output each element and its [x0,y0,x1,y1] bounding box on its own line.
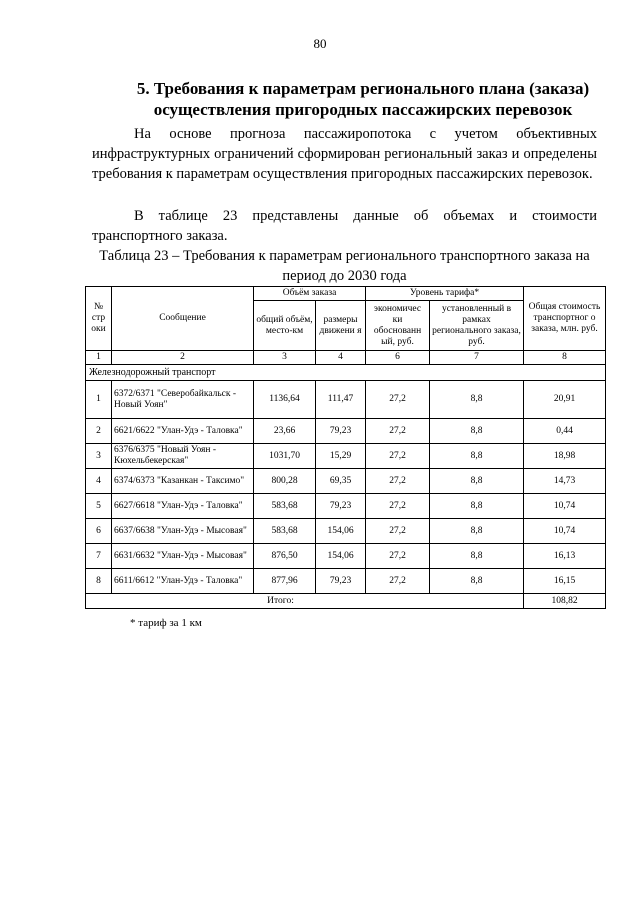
row-number: 1 [86,381,112,419]
row-route: 6621/6622 "Улан-Удэ - Таловка" [112,419,254,444]
section-heading: 5. Требования к параметрам регионального плана (заказа) осуществления пригородных пассажирских перевозок [136,79,590,119]
row-number: 5 [86,494,112,519]
total-value: 108,82 [524,594,606,609]
row-tariff-econ: 27,2 [366,494,430,519]
total-row [86,594,606,609]
header-volume-total: общий объём, место-км [254,301,316,351]
row-tariff-set: 8,8 [430,494,524,519]
row-volume: 1136,64 [254,381,316,419]
table-row [86,419,606,444]
row-route: 6376/6375 "Новый Уоян - Кюхельбекерская" [112,444,254,469]
row-volume: 877,96 [254,569,316,594]
header-tariff-econ: экономичес ки обоснованн ый, руб. [366,301,430,351]
row-volume: 23,66 [254,419,316,444]
row-cost: 16,15 [524,569,606,594]
column-number: 6 [366,351,430,365]
row-number: 3 [86,444,112,469]
row-tariff-set: 8,8 [430,444,524,469]
column-number: 3 [254,351,316,365]
header-tariff-set: установленный в рамках регионального заказа, руб. [430,301,524,351]
row-cost: 10,74 [524,519,606,544]
row-tariff-econ: 27,2 [366,569,430,594]
row-traffic: 79,23 [316,494,366,519]
table-row [86,381,606,419]
row-tariff-set: 8,8 [430,519,524,544]
section-railway: Железнодорожный транспорт [86,365,606,381]
column-number: 7 [430,351,524,365]
header-tariff-group: Уровень тарифа* [366,287,524,301]
table-caption: Таблица 23 – Требования к параметрам регионального транспортного заказа на период до 2030 года [99,248,590,284]
row-traffic: 154,06 [316,519,366,544]
row-cost: 20,91 [524,381,606,419]
row-tariff-econ: 27,2 [366,419,430,444]
row-cost: 10,74 [524,494,606,519]
row-tariff-set: 8,8 [430,569,524,594]
row-number: 8 [86,569,112,594]
table-footnote: * тариф за 1 км [130,617,202,629]
header-route: Сообщение [112,287,254,351]
row-traffic: 79,23 [316,419,366,444]
header-total-cost: Общая стоимость транспортног о заказа, млн. руб. [524,287,606,351]
column-number: 1 [86,351,112,365]
row-number: 6 [86,519,112,544]
table-row [86,519,606,544]
row-tariff-econ: 27,2 [366,544,430,569]
table-row [86,469,606,494]
page-number: 80 [313,36,327,51]
row-route: 6627/6618 "Улан-Удэ - Таловка" [112,494,254,519]
column-number: 8 [524,351,606,365]
column-number: 4 [316,351,366,365]
row-number: 7 [86,544,112,569]
row-volume: 1031,70 [254,444,316,469]
row-route: 6372/6371 "Северобайкальск - Новый Уоян" [112,381,254,419]
row-route: 6637/6638 "Улан-Удэ - Мысовая" [112,519,254,544]
row-tariff-set: 8,8 [430,381,524,419]
row-traffic: 15,29 [316,444,366,469]
row-volume: 800,28 [254,469,316,494]
row-volume: 583,68 [254,519,316,544]
row-number: 4 [86,469,112,494]
row-volume: 876,50 [254,544,316,569]
header-traffic: размеры движени я [316,301,366,351]
header-volume-group: Объём заказа [254,287,366,301]
row-route: 6631/6632 "Улан-Удэ - Мысовая" [112,544,254,569]
table-row [86,444,606,469]
total-label: Итого: [86,594,524,609]
row-traffic: 111,47 [316,381,366,419]
row-cost: 0,44 [524,419,606,444]
row-volume: 583,68 [254,494,316,519]
row-tariff-econ: 27,2 [366,444,430,469]
row-traffic: 154,06 [316,544,366,569]
row-tariff-set: 8,8 [430,544,524,569]
column-number: 2 [112,351,254,365]
row-tariff-econ: 27,2 [366,469,430,494]
row-number: 2 [86,419,112,444]
row-tariff-set: 8,8 [430,469,524,494]
transport-order-table-wrapper [85,286,605,609]
row-route: 6611/6612 "Улан-Удэ - Таловка" [112,569,254,594]
row-traffic: 69,35 [316,469,366,494]
table-row [86,494,606,519]
row-tariff-econ: 27,2 [366,519,430,544]
table-row [86,544,606,569]
row-traffic: 79,23 [316,569,366,594]
row-cost: 16,13 [524,544,606,569]
paragraph-table-intro: В таблице 23 представлены данные об объемах и стоимости транспортного заказа. [92,208,597,244]
row-route: 6374/6373 "Казанкан - Таксимо" [112,469,254,494]
row-cost: 14,73 [524,469,606,494]
header-num: № стр оки [86,287,112,351]
table-row [86,569,606,594]
paragraph-forecast: На основе прогноза пассажиропотока с учетом объективных инфраструктурных ограничений сформирован региональный заказ и определены требования к параметрам осуществления пригородных пассажирских перевозок. [92,126,597,182]
row-tariff-econ: 27,2 [366,381,430,419]
row-tariff-set: 8,8 [430,419,524,444]
row-cost: 18,98 [524,444,606,469]
transport-order-table [85,286,606,609]
column-number-row [86,351,606,365]
